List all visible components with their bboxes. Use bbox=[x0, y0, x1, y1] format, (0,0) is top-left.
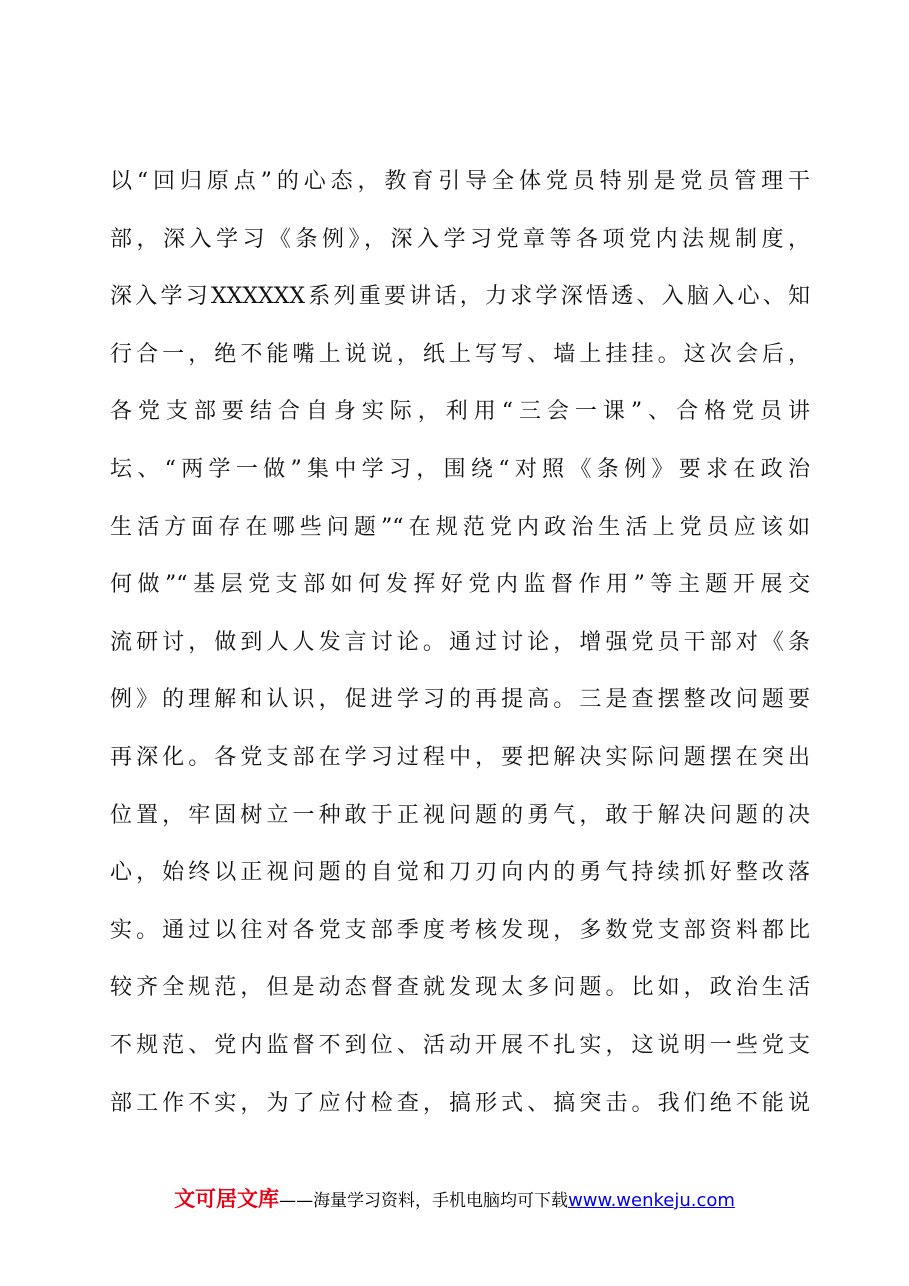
text-line: 各党支部要结合自身实际，利用“三会一课”、合格党员讲 bbox=[110, 399, 810, 425]
text-line: 位置，牢固树立一种敢于正视问题的勇气，敢于解决问题的决 bbox=[110, 802, 810, 828]
text-line: 部，深入学习《条例》，深入学习党章等各项党内法规制度， bbox=[110, 226, 810, 252]
text-line: 部工作不实，为了应付检查，搞形式、搞突击。我们绝不能说 bbox=[110, 1090, 810, 1116]
brand-name: 文可居文库 bbox=[174, 1187, 280, 1211]
website-link[interactable]: www.wenkeju.com bbox=[568, 1190, 735, 1211]
text-line: 深入学习XXXXXX系列重要讲话，力求学深悟透、入脑入心、知 bbox=[110, 284, 810, 310]
text-line: 再深化。各党支部在学习过程中，要把解决实际问题摆在突出 bbox=[110, 744, 810, 770]
footer-tagline: ——海量学习资料，手机电脑均可下载 bbox=[279, 1191, 569, 1211]
text-line: 实。通过以往对各党支部季度考核发现，多数党支部资料都比 bbox=[110, 917, 810, 943]
text-line: 流研讨，做到人人发言讨论。通过讨论，增强党员干部对《条 bbox=[110, 629, 810, 655]
text-line: 心，始终以正视问题的自觉和刀刃向内的勇气持续抓好整改落 bbox=[110, 860, 810, 886]
text-line: 以“回归原点”的心态，教育引导全体党员特别是党员管理干 bbox=[110, 169, 810, 194]
text-line: 坛、“两学一做”集中学习，围绕“对照《条例》要求在政治 bbox=[110, 456, 810, 482]
footer-banner bbox=[0, 1183, 909, 1213]
text-line: 较齐全规范，但是动态督查就发现太多问题。比如，政治生活 bbox=[110, 975, 810, 1001]
text-line: 行合一，绝不能嘴上说说，纸上写写、墙上挂挂。这次会后， bbox=[110, 341, 810, 367]
text-line: 何做”“基层党支部如何发挥好党内监督作用”等主题开展交 bbox=[110, 572, 810, 598]
text-line: 不规范、党内监督不到位、活动开展不扎实，这说明一些党支 bbox=[110, 1032, 810, 1058]
body-text bbox=[110, 153, 810, 1132]
text-line: 例》的理解和认识，促进学习的再提高。三是查摆整改问题要 bbox=[110, 687, 810, 713]
text-line: 生活方面存在哪些问题”“在规范党内政治生活上党员应该如 bbox=[110, 514, 810, 540]
